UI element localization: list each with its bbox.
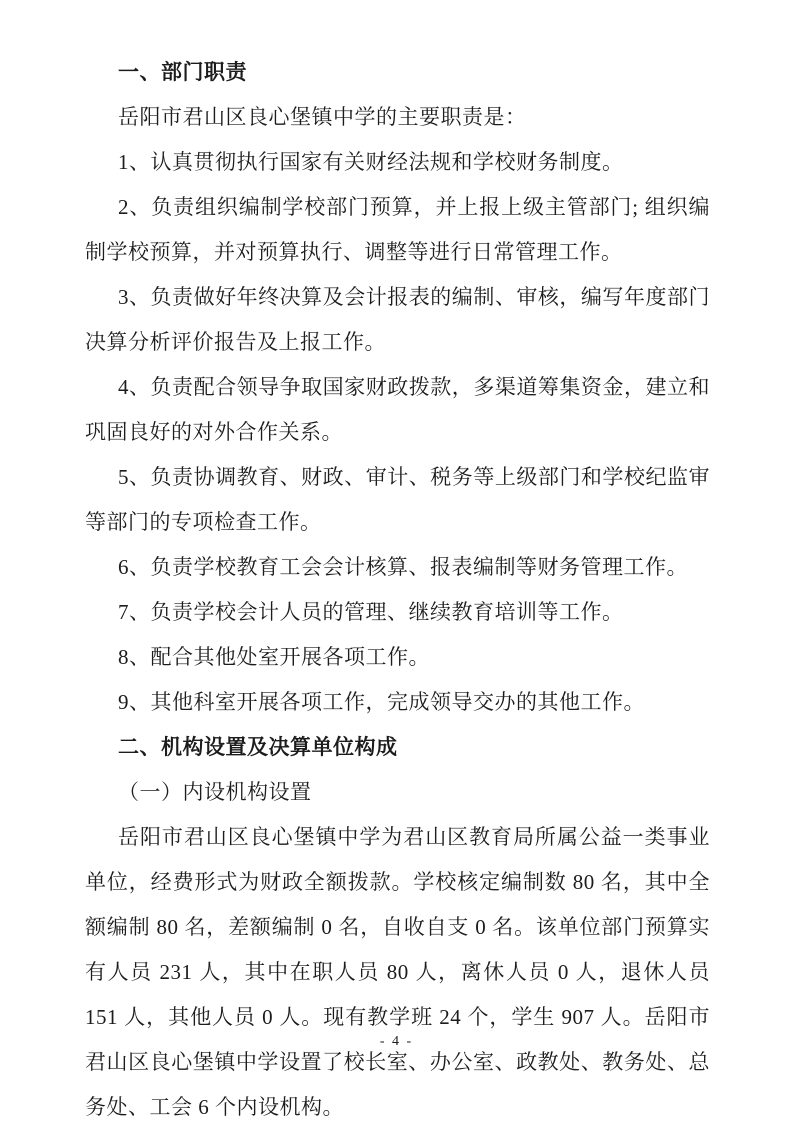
document-body: [85, 50, 710, 1122]
paragraph-duty-5: 5、负责协调教育、财政、审计、税务等上级部门和学校纪监审等部门的专项检查工作。: [85, 465, 710, 534]
section-heading-org-structure: 二、机构设置及决算单位构成: [118, 736, 398, 759]
page-number: - 4 -: [379, 1034, 414, 1049]
paragraph-duty-1: 1、认真贯彻执行国家有关财经法规和学校财务制度。: [118, 150, 624, 174]
paragraph-duty-8: 8、配合其他处室开展各项工作。: [118, 645, 430, 669]
paragraph-intro: 岳阳市君山区良心堡镇中学的主要职责是：: [118, 105, 527, 129]
paragraph-duty-4: 4、负责配合领导争取国家财政拨款，多渠道筹集资金，建立和巩固良好的对外合作关系。: [85, 375, 710, 444]
paragraph-duty-6: 6、负责学校教育工会会计核算、报表编制等财务管理工作。: [118, 555, 688, 579]
paragraph-duty-2: 2、负责组织编制学校部门预算，并上报上级主管部门; 组织编制学校预算，并对预算执行、调整等进行日常管理工作。: [85, 195, 710, 264]
paragraph-org-details: 岳阳市君山区良心堡镇中学为君山区教育局所属公益一类事业单位，经费形式为财政全额拨款。学校核定编制数 80 名，其中全额编制 80 名，差额编制 0 名，自收自支 0 名。该单位部门预算实有人员 231 人，其中在职人员 80 人，离休人员 0 人，退休人员 151 人，其他人员 0 人。现有教学班 24 个，学生 907 人。岳阳市君山区良心堡镇中学设置了校长室、办公室、政教处、教务处、总务处、工会 6 个内设机构。: [85, 825, 710, 1119]
section-heading-department-duties: 一、部门职责: [118, 61, 247, 84]
paragraph-duty-9: 9、其他科室开展各项工作，完成领导交办的其他工作。: [118, 690, 645, 714]
paragraph-duty-3: 3、负责做好年终决算及会计报表的编制、审核，编写年度部门决算分析评价报告及上报工作。: [85, 285, 710, 354]
subsection-heading-internal-org: （一）内设机构设置: [118, 780, 312, 804]
paragraph-duty-7: 7、负责学校会计人员的管理、继续教育培训等工作。: [118, 600, 624, 624]
